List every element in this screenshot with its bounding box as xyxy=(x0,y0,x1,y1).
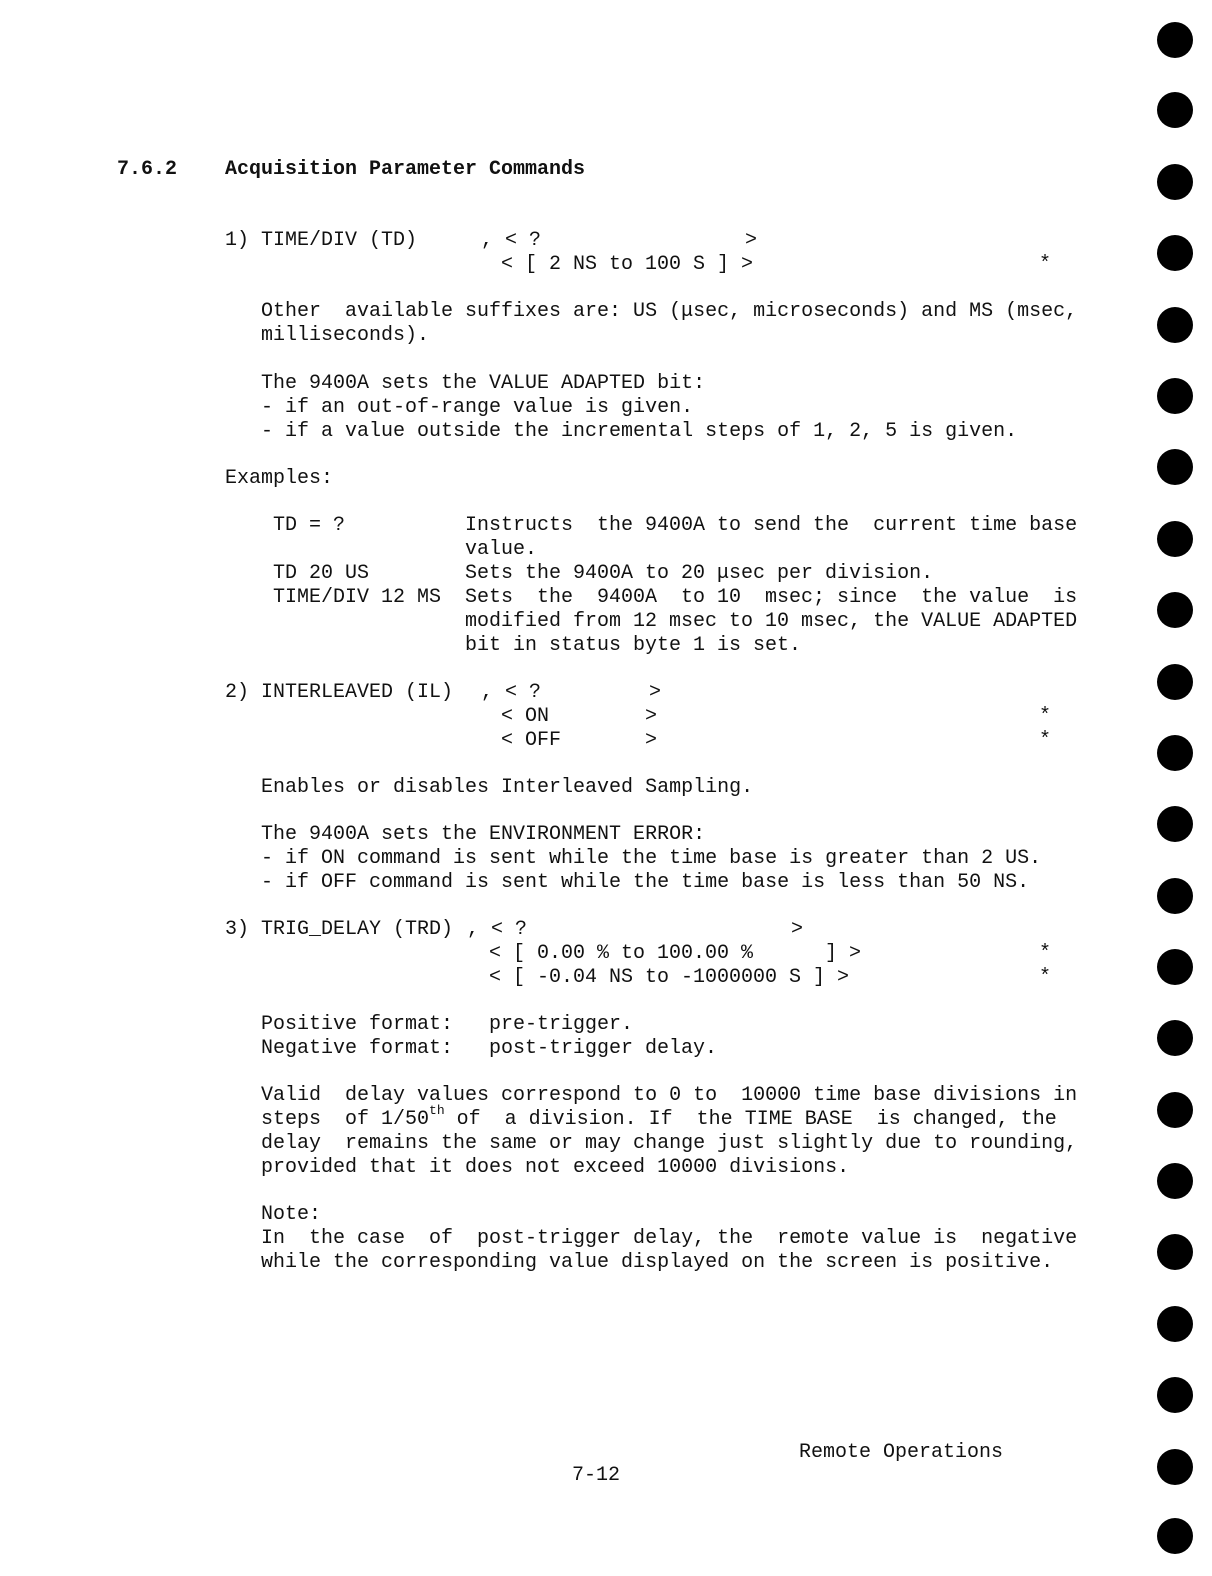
format-value: post-trigger delay. xyxy=(489,1037,718,1060)
binder-hole xyxy=(1157,949,1193,985)
footer-chapter: Remote Operations xyxy=(799,1441,1004,1464)
example-description: value. xyxy=(465,538,538,561)
command-syntax-line: < OFF > xyxy=(501,729,658,752)
command-syntax-line: < [ 2 NS to 100 S ] > xyxy=(501,253,754,276)
format-value: pre-trigger. xyxy=(489,1013,634,1036)
binder-hole xyxy=(1157,1449,1193,1485)
valid-delay-paragraph: delay remains the same or may change just slightly due to rounding, xyxy=(261,1132,1078,1155)
il-description: Enables or disables Interleaved Sampling. xyxy=(261,776,754,799)
il-env-note: - if ON command is sent while the time base is greater than 2 US. xyxy=(261,847,1042,870)
binder-hole xyxy=(1157,735,1193,771)
binder-hole xyxy=(1157,1234,1193,1270)
binder-hole xyxy=(1157,307,1193,343)
binder-hole xyxy=(1157,449,1193,485)
binder-hole xyxy=(1157,92,1193,128)
example-description: modified from 12 msec to 10 msec, the VALUE ADAPTED xyxy=(465,610,1078,633)
il-env-note: - if OFF command is sent while the time base is less than 50 NS. xyxy=(261,871,1030,894)
command-label-interleaved: 2) INTERLEAVED (IL) xyxy=(225,681,454,704)
examples-heading: Examples: xyxy=(225,467,334,490)
settable-star: * xyxy=(1039,253,1052,276)
binder-hole xyxy=(1157,1518,1193,1554)
section-title: Acquisition Parameter Commands xyxy=(225,158,586,181)
note-text: In the case of post-trigger delay, the remote value is negative xyxy=(261,1227,1078,1250)
command-syntax-line: , < ? > xyxy=(467,918,804,941)
binder-hole xyxy=(1157,878,1193,914)
section-number: 7.6.2 xyxy=(117,158,178,181)
command-syntax-line: , < ? > xyxy=(481,229,758,252)
binder-hole xyxy=(1157,592,1193,628)
command-syntax-line: < ON > xyxy=(501,705,658,728)
td-adapted-note: The 9400A sets the VALUE ADAPTED bit: xyxy=(261,372,706,395)
example-command: TD 20 US xyxy=(273,562,370,585)
settable-star: * xyxy=(1039,942,1052,965)
example-description: Instructs the 9400A to send the current time base xyxy=(465,514,1078,537)
binder-hole xyxy=(1157,664,1193,700)
binder-hole xyxy=(1157,378,1193,414)
command-syntax-line: < [ 0.00 % to 100.00 % ] > xyxy=(489,942,862,965)
valid-delay-paragraph: provided that it does not exceed 10000 divisions. xyxy=(261,1156,850,1179)
settable-star: * xyxy=(1039,729,1052,752)
footer-page-number: 7-12 xyxy=(572,1464,621,1487)
binder-hole xyxy=(1157,1163,1193,1199)
td-adapted-note: - if a value outside the incremental steps of 1, 2, 5 is given. xyxy=(261,420,1018,443)
command-syntax-line: , < ? > xyxy=(481,681,662,704)
example-description: bit in status byte 1 is set. xyxy=(465,634,802,657)
example-description: Sets the 9400A to 20 μsec per division. xyxy=(465,562,934,585)
valid-delay-paragraph: steps of 1/50th of a division. If the TIME BASE is changed, the xyxy=(261,1103,1057,1131)
command-syntax-line: < [ -0.04 NS to -1000000 S ] > xyxy=(489,966,850,989)
superscript-th: th xyxy=(429,1103,445,1118)
command-label-time-div: 1) TIME/DIV (TD) xyxy=(225,229,418,252)
example-command: TD = ? xyxy=(273,514,346,537)
binder-hole xyxy=(1157,806,1193,842)
format-label: Negative format: xyxy=(261,1037,454,1060)
binder-hole xyxy=(1157,235,1193,271)
note-label: Note: xyxy=(261,1203,322,1226)
command-label-trig-delay: 3) TRIG_DELAY (TRD) xyxy=(225,918,454,941)
binder-hole xyxy=(1157,521,1193,557)
il-env-note: The 9400A sets the ENVIRONMENT ERROR: xyxy=(261,823,706,846)
binder-hole xyxy=(1157,1092,1193,1128)
binder-hole xyxy=(1157,164,1193,200)
example-description: Sets the 9400A to 10 msec; since the value is xyxy=(465,586,1078,609)
binder-hole xyxy=(1157,1306,1193,1342)
valid-delay-paragraph: Valid delay values correspond to 0 to 10000 time base divisions in xyxy=(261,1084,1078,1107)
settable-star: * xyxy=(1039,966,1052,989)
note-text: while the corresponding value displayed on the screen is positive. xyxy=(261,1251,1054,1274)
td-suffix-note: milliseconds). xyxy=(261,324,430,347)
example-command: TIME/DIV 12 MS xyxy=(273,586,442,609)
td-suffix-note: Other available suffixes are: US (μsec, microseconds) and MS (msec, xyxy=(261,300,1078,323)
binder-hole xyxy=(1157,1377,1193,1413)
binder-hole xyxy=(1157,1020,1193,1056)
format-label: Positive format: xyxy=(261,1013,454,1036)
td-adapted-note: - if an out-of-range value is given. xyxy=(261,396,694,419)
settable-star: * xyxy=(1039,705,1052,728)
binder-hole xyxy=(1157,22,1193,58)
